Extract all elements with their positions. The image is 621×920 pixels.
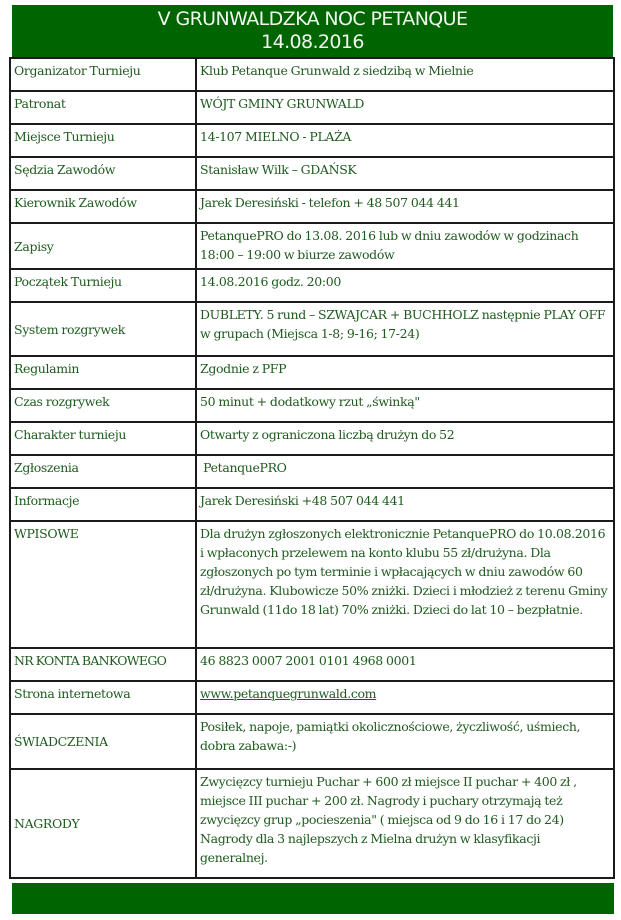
table-row-start — [10, 269, 614, 302]
row-label: Miejsce Turnieju — [10, 124, 196, 157]
row-label: Czas rozgrywek — [10, 389, 196, 422]
event-date: 14.08.2016 — [261, 31, 364, 53]
row-label: System rozgrywek — [10, 302, 196, 356]
row-value: Klub Petanque Grunwald z siedzibą w Mielnie — [196, 58, 614, 91]
row-label: Charakter turnieju — [10, 422, 196, 455]
footer-bar — [12, 883, 614, 914]
page-title: V GRUNWALDZKA NOC PETANQUE — [157, 8, 468, 30]
row-value: WÓJT GMINY GRUNWALD — [196, 91, 614, 124]
table-row-character — [10, 422, 614, 455]
row-value: Otwarty z ograniczona liczbą drużyn do 52 — [196, 422, 614, 455]
table-row-organizer — [10, 58, 614, 91]
row-value: PetanquePRO — [196, 455, 614, 488]
row-value: 14-107 MIELNO - PLAŻA — [196, 124, 614, 157]
table-row-venue — [10, 124, 614, 157]
row-label: Kierownik Zawodów — [10, 190, 196, 223]
row-label: Sędzia Zawodów — [10, 157, 196, 190]
row-label: ŚWIADCZENIA — [10, 714, 196, 769]
row-label: Strona internetowa — [10, 681, 196, 714]
table-row-entries — [10, 455, 614, 488]
tournament-info-table — [9, 57, 615, 879]
table-row-duration — [10, 389, 614, 422]
table-row-rules — [10, 356, 614, 389]
row-label: Organizator Turnieju — [10, 58, 196, 91]
row-label: Zapisy — [10, 223, 196, 269]
table-row-referee — [10, 157, 614, 190]
table-row-patronage — [10, 91, 614, 124]
table-row-information — [10, 488, 614, 521]
table-row-website — [10, 681, 614, 714]
website-link[interactable]: www.petanquegrunwald.com — [200, 686, 377, 701]
row-label: NR KONTA BANKOWEGO — [10, 648, 196, 681]
row-value: Zwycięzcy turnieju Puchar + 600 zł miejsce II puchar + 400 zł , miejsce III puchar + 200 zł. Nagrody i puchary otrzymają też zwycięzcy grup „pocieszenia" ( miejsca od 9 do 16 i 17 do 24) Nagrody dla 3 najlepszych z Mielna drużyn w klasyfikacji generalnej. — [196, 769, 614, 878]
table-row-prizes — [10, 769, 614, 878]
page-header — [12, 5, 613, 57]
table-row-registration — [10, 223, 614, 269]
row-value: PetanquePRO do 13.08. 2016 lub w dniu zawodów w godzinach 18:00 – 19:00 w biurze zawodów — [196, 223, 614, 269]
row-label: WPISOWE — [10, 521, 196, 648]
row-value: Posiłek, napoje, pamiątki okolicznościowe, życzliwość, uśmiech, dobra zabawa:-) — [196, 714, 614, 769]
row-value: 46 8823 0007 2001 0101 4968 0001 — [196, 648, 614, 681]
row-value — [196, 681, 614, 714]
row-value: DUBLETY. 5 rund – SZWAJCAR + BUCHHOLZ następnie PLAY OFF w grupach (Miejsca 1-8; 9-16; 17-24) — [196, 302, 614, 356]
row-label: Początek Turnieju — [10, 269, 196, 302]
table-row-entry-fee — [10, 521, 614, 648]
table-row-manager — [10, 190, 614, 223]
table-row-bank-account — [10, 648, 614, 681]
row-label: Patronat — [10, 91, 196, 124]
row-label: Regulamin — [10, 356, 196, 389]
row-label: NAGRODY — [10, 769, 196, 878]
row-value: Jarek Deresiński +48 507 044 441 — [196, 488, 614, 521]
row-value: Stanisław Wilk – GDAŃSK — [196, 157, 614, 190]
row-value: Zgodnie z PFP — [196, 356, 614, 389]
row-value: Jarek Deresiński - telefon + 48 507 044 441 — [196, 190, 614, 223]
row-value: Dla drużyn zgłoszonych elektronicznie PetanquePRO do 10.08.2016 i wpłaconych przelewem na konto klubu 55 zł/drużyna. Dla zgłoszonych po tym terminie i wpłacających w dniu zawodów 60 zł/drużyna. Klubowicze 50% zniżki. Dzieci i młodzież z terenu Gminy Grunwald (11do 18 lat) 70% zniżki. Dzieci do lat 10 – bezpłatnie. — [196, 521, 614, 648]
row-label: Informacje — [10, 488, 196, 521]
row-value: 14.08.2016 godz. 20:00 — [196, 269, 614, 302]
row-label: Zgłoszenia — [10, 455, 196, 488]
table-row-system — [10, 302, 614, 356]
table-row-benefits — [10, 714, 614, 769]
row-value: 50 minut + dodatkowy rzut „świnką" — [196, 389, 614, 422]
